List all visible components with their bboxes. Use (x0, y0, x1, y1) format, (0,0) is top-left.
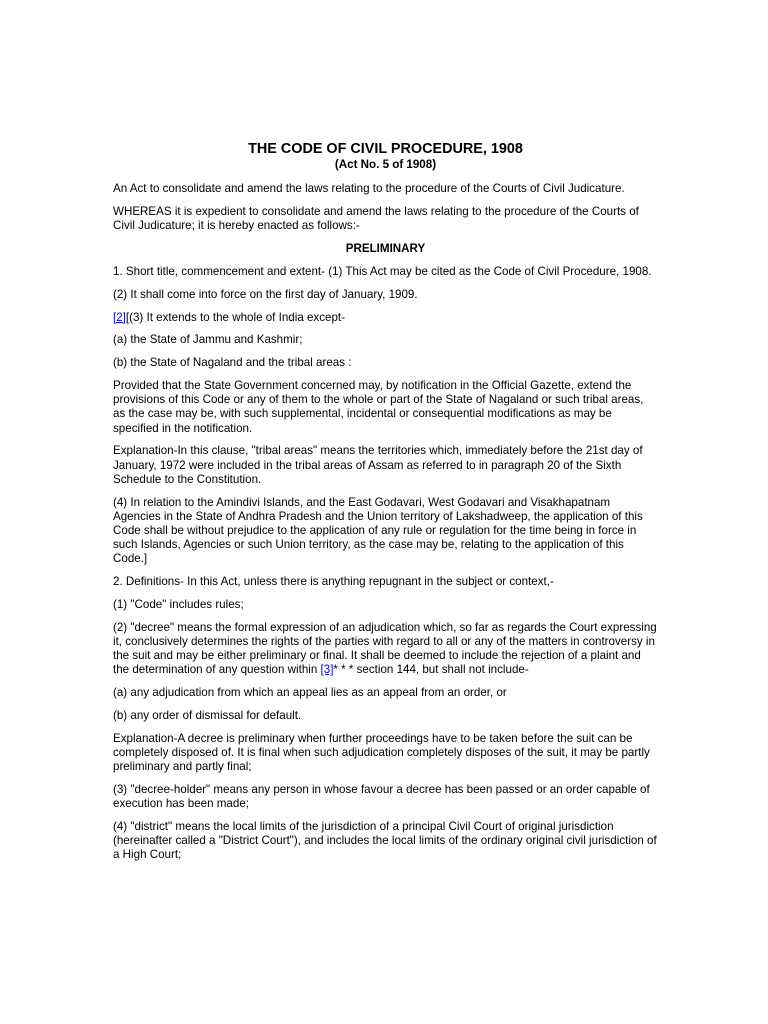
section-1-3a: (a) the State of Jammu and Kashmir; (113, 333, 303, 347)
definition-3: (3) "decree-holder" means any person in whose favour a decree has been passed or an order capable of execution has been made; (113, 783, 650, 811)
definition-2a: (a) any adjudication from which an appeal lies as an appeal from an order, or (113, 686, 507, 700)
section-1-3b: (b) the State of Nagaland and the tribal areas : (113, 356, 352, 370)
section-1-1: 1. Short title, commencement and extent- (1) This Act may be cited as the Code of Civil Procedure, 1908. (113, 265, 652, 278)
section-2: 2. Definitions- In this Act, unless there is anything repugnant in the subject or context,- (113, 575, 554, 589)
section-1-3 (113, 311, 658, 325)
definition-2b: (b) any order of dismissal for default. (113, 709, 302, 722)
document-subtitle: (Act No. 5 of 1908) (334, 158, 437, 171)
definition-2-text-end: * * * section 144, but shall not include- (333, 663, 529, 677)
definition-4: (4) "district" means the local limits of the jurisdiction of a principal Civil Court of original jurisdiction (hereinafter called a "District Court"), and includes the local limits of the ordinary original civil jurisdiction of a High Court; (113, 820, 657, 862)
definition-1: (1) "Code" includes rules; (113, 598, 244, 611)
footnote-link-3[interactable]: [3] (320, 663, 334, 677)
section-1-3-text: [(3) It extends to the whole of India except- (125, 310, 346, 324)
explanation-tribal-areas: Explanation-In this clause, "tribal areas" means the territories which, immediately before the 21st day of January, 1972 were included in the tribal areas of Assam as referred to in paragraph 20 of the Sixth Schedule to the Constitution. (113, 444, 643, 486)
whereas-paragraph: WHEREAS it is expedient to consolidate and amend the laws relating to the procedure of the Courts of Civil Judicature; it is hereby enacted as follows:- (113, 204, 639, 232)
footnote-link-2[interactable]: [2] (113, 310, 126, 324)
definition-2 (113, 621, 658, 678)
heading-preliminary: PRELIMINARY (345, 241, 426, 255)
document-page (113, 141, 658, 871)
document-title: THE CODE OF CIVIL PROCEDURE, 1908 (248, 141, 523, 157)
proviso-paragraph: Provided that the State Government concerned may, by notification in the Official Gazette, extend the provisions of this Code or any of them to the whole or part of the State of Nagaland or such tribal areas, as the case may be, with such supplemental, incidental or consequential modifications as may be specified in the notification. (113, 378, 644, 435)
section-1-4: (4) In relation to the Amindivi Islands, and the East Godavari, West Godavari and Visakhapatnam Agencies in the State of Andhra Pradesh and the Union territory of Lakshadweep, the application of this Code shall be without prejudice to the application of any rule or regulation for the time being in force in such Islands, Agencies or such Union territory, as the case may be, relating to the application of this Code.] (113, 495, 643, 566)
explanation-decree: Explanation-A decree is preliminary when further proceedings have to be taken before the suit can be completely disposed of. It is final when such adjudication completely disposes of the suit, it may be partly preliminary and partly final; (113, 731, 650, 774)
section-1-2: (2) It shall come into force on the first day of January, 1909. (113, 287, 418, 301)
definition-2-text: (2) "decree" means the formal expression of an adjudication which, so far as regards the Court expressing it, conclusively determines the rights of the parties with regard to all or any of the matters in controversy in the suit and may be either preliminary or final. It shall be deemed to include the rejection of a plaint and the determination of any question within (113, 620, 657, 677)
intro-paragraph: An Act to consolidate and amend the laws relating to the procedure of the Courts of Civil Judicature. (113, 182, 625, 195)
